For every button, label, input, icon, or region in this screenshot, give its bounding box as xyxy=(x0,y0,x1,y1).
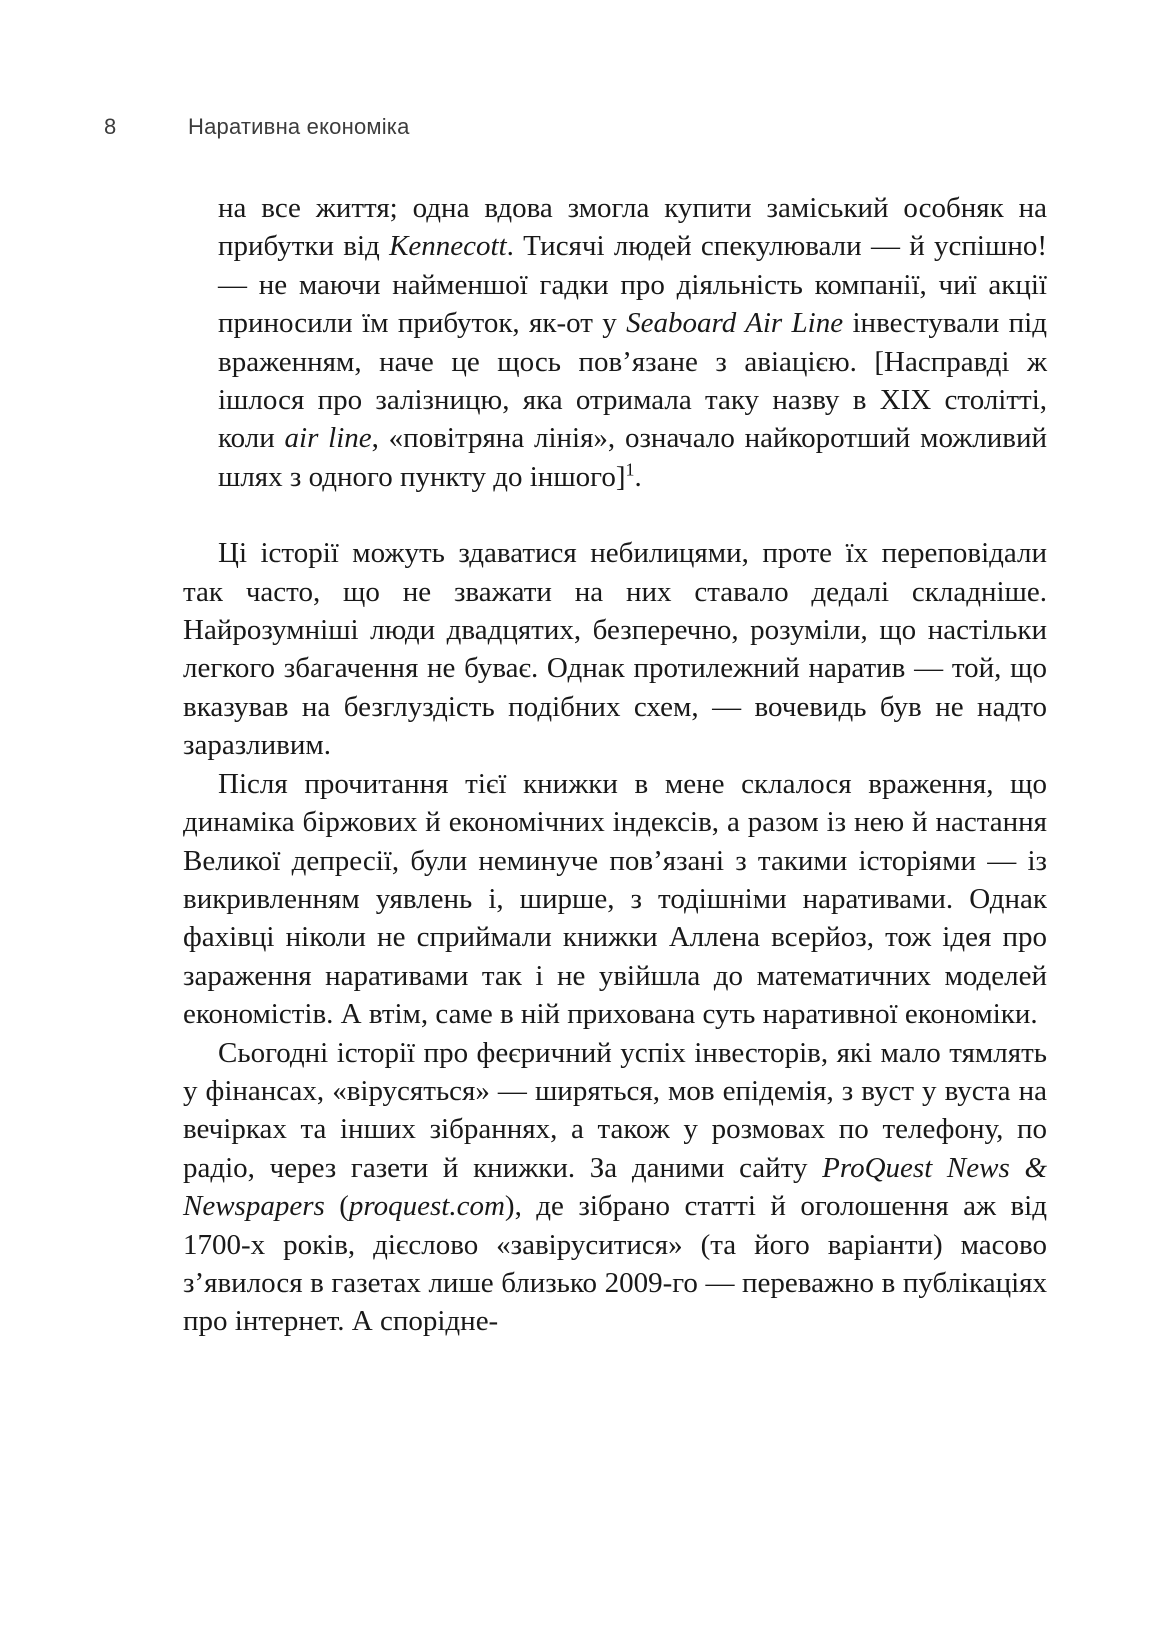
text-column xyxy=(183,189,1047,1341)
footnote-ref: 1 xyxy=(625,459,635,480)
text-run: ), де зібрано статті й оголошення аж від 1700-х років, дієслово «завіруситися» (та його варіанти) масово з’явилося в газетах лише близько 2009-го — переважно в публікаціях про інтернет. А спорідне- xyxy=(183,1190,1047,1338)
italic-text: Kennecott xyxy=(389,230,507,263)
text-run: на все життя; одна вдова змогла купити заміський особняк на прибутки від xyxy=(218,192,1047,263)
paragraph-viral-stories xyxy=(183,1034,1047,1341)
italic-text: Seaboard Air Line xyxy=(626,307,844,340)
text-run: Ці історії можуть здаватися небилицями, проте їх переповідали так часто, що не зважати на них ставало дедалі складніше. Найрозумніші люди двадцятих, безперечно, розуміли, що настільки легкого збагачення не буває. Однак протилежний наратив — той, що вказував на безглуздість подібних схем, — вочевидь був не надто заразливим. xyxy=(183,537,1047,762)
quote-block xyxy=(218,189,1047,496)
text-run: . Тисячі людей спекулювали — й успішно! — не маючи найменшої гадки про діяльність компанії, чиї акції приносили їм прибуток, як-от у xyxy=(218,230,1047,340)
italic-text: air line xyxy=(284,422,372,455)
text-run: Сьогодні історії про феєричний успіх інвесторів, які мало тямлять у фінансах, «вірусяться» — ширяться, мов епідемія, з вуст у вуста на вечірках та інших зібраннях, а також у розмовах по телефону, по радіо, через газети й книжки. За даними сайту xyxy=(183,1036,1047,1184)
text-run: . xyxy=(634,460,642,493)
text-run: Після прочитання тієї книжки в мене склалося враження, що динаміка біржових й економічних індексів, а разом із нею й настання Великої депресії, були неминуче пов’язані з такими історіями — із викривленням уявлень і, ширше, з тодішніми наративами. Однак фахівці ніколи не сприймали книжки Аллена всерйоз, тож ідея про зараження наративами так і не увійшла до математичних моделей економістів. А втім, саме в ній прихована суть наративної економіки. xyxy=(183,767,1047,1031)
italic-text: ProQuest News & Newspapers xyxy=(183,1151,1048,1223)
page-number: 8 xyxy=(104,114,117,139)
text-run: , «повітряна лінія», означало найкоротший можливий шлях з одного пункту до іншого] xyxy=(218,422,1047,493)
paragraph-book-impression xyxy=(183,765,1047,1034)
text-run: ( xyxy=(324,1190,349,1223)
italic-text: proquest.com xyxy=(348,1190,505,1223)
running-title: Наративна економіка xyxy=(188,114,410,139)
paragraph-stories xyxy=(183,534,1047,764)
text-run: інвестували під враженням, наче це щось пов’язане з авіацією. [Насправді ж ішлося про залізницю, яка отримала таку назву в XIX столітті, коли xyxy=(218,307,1047,455)
running-header xyxy=(104,114,410,140)
